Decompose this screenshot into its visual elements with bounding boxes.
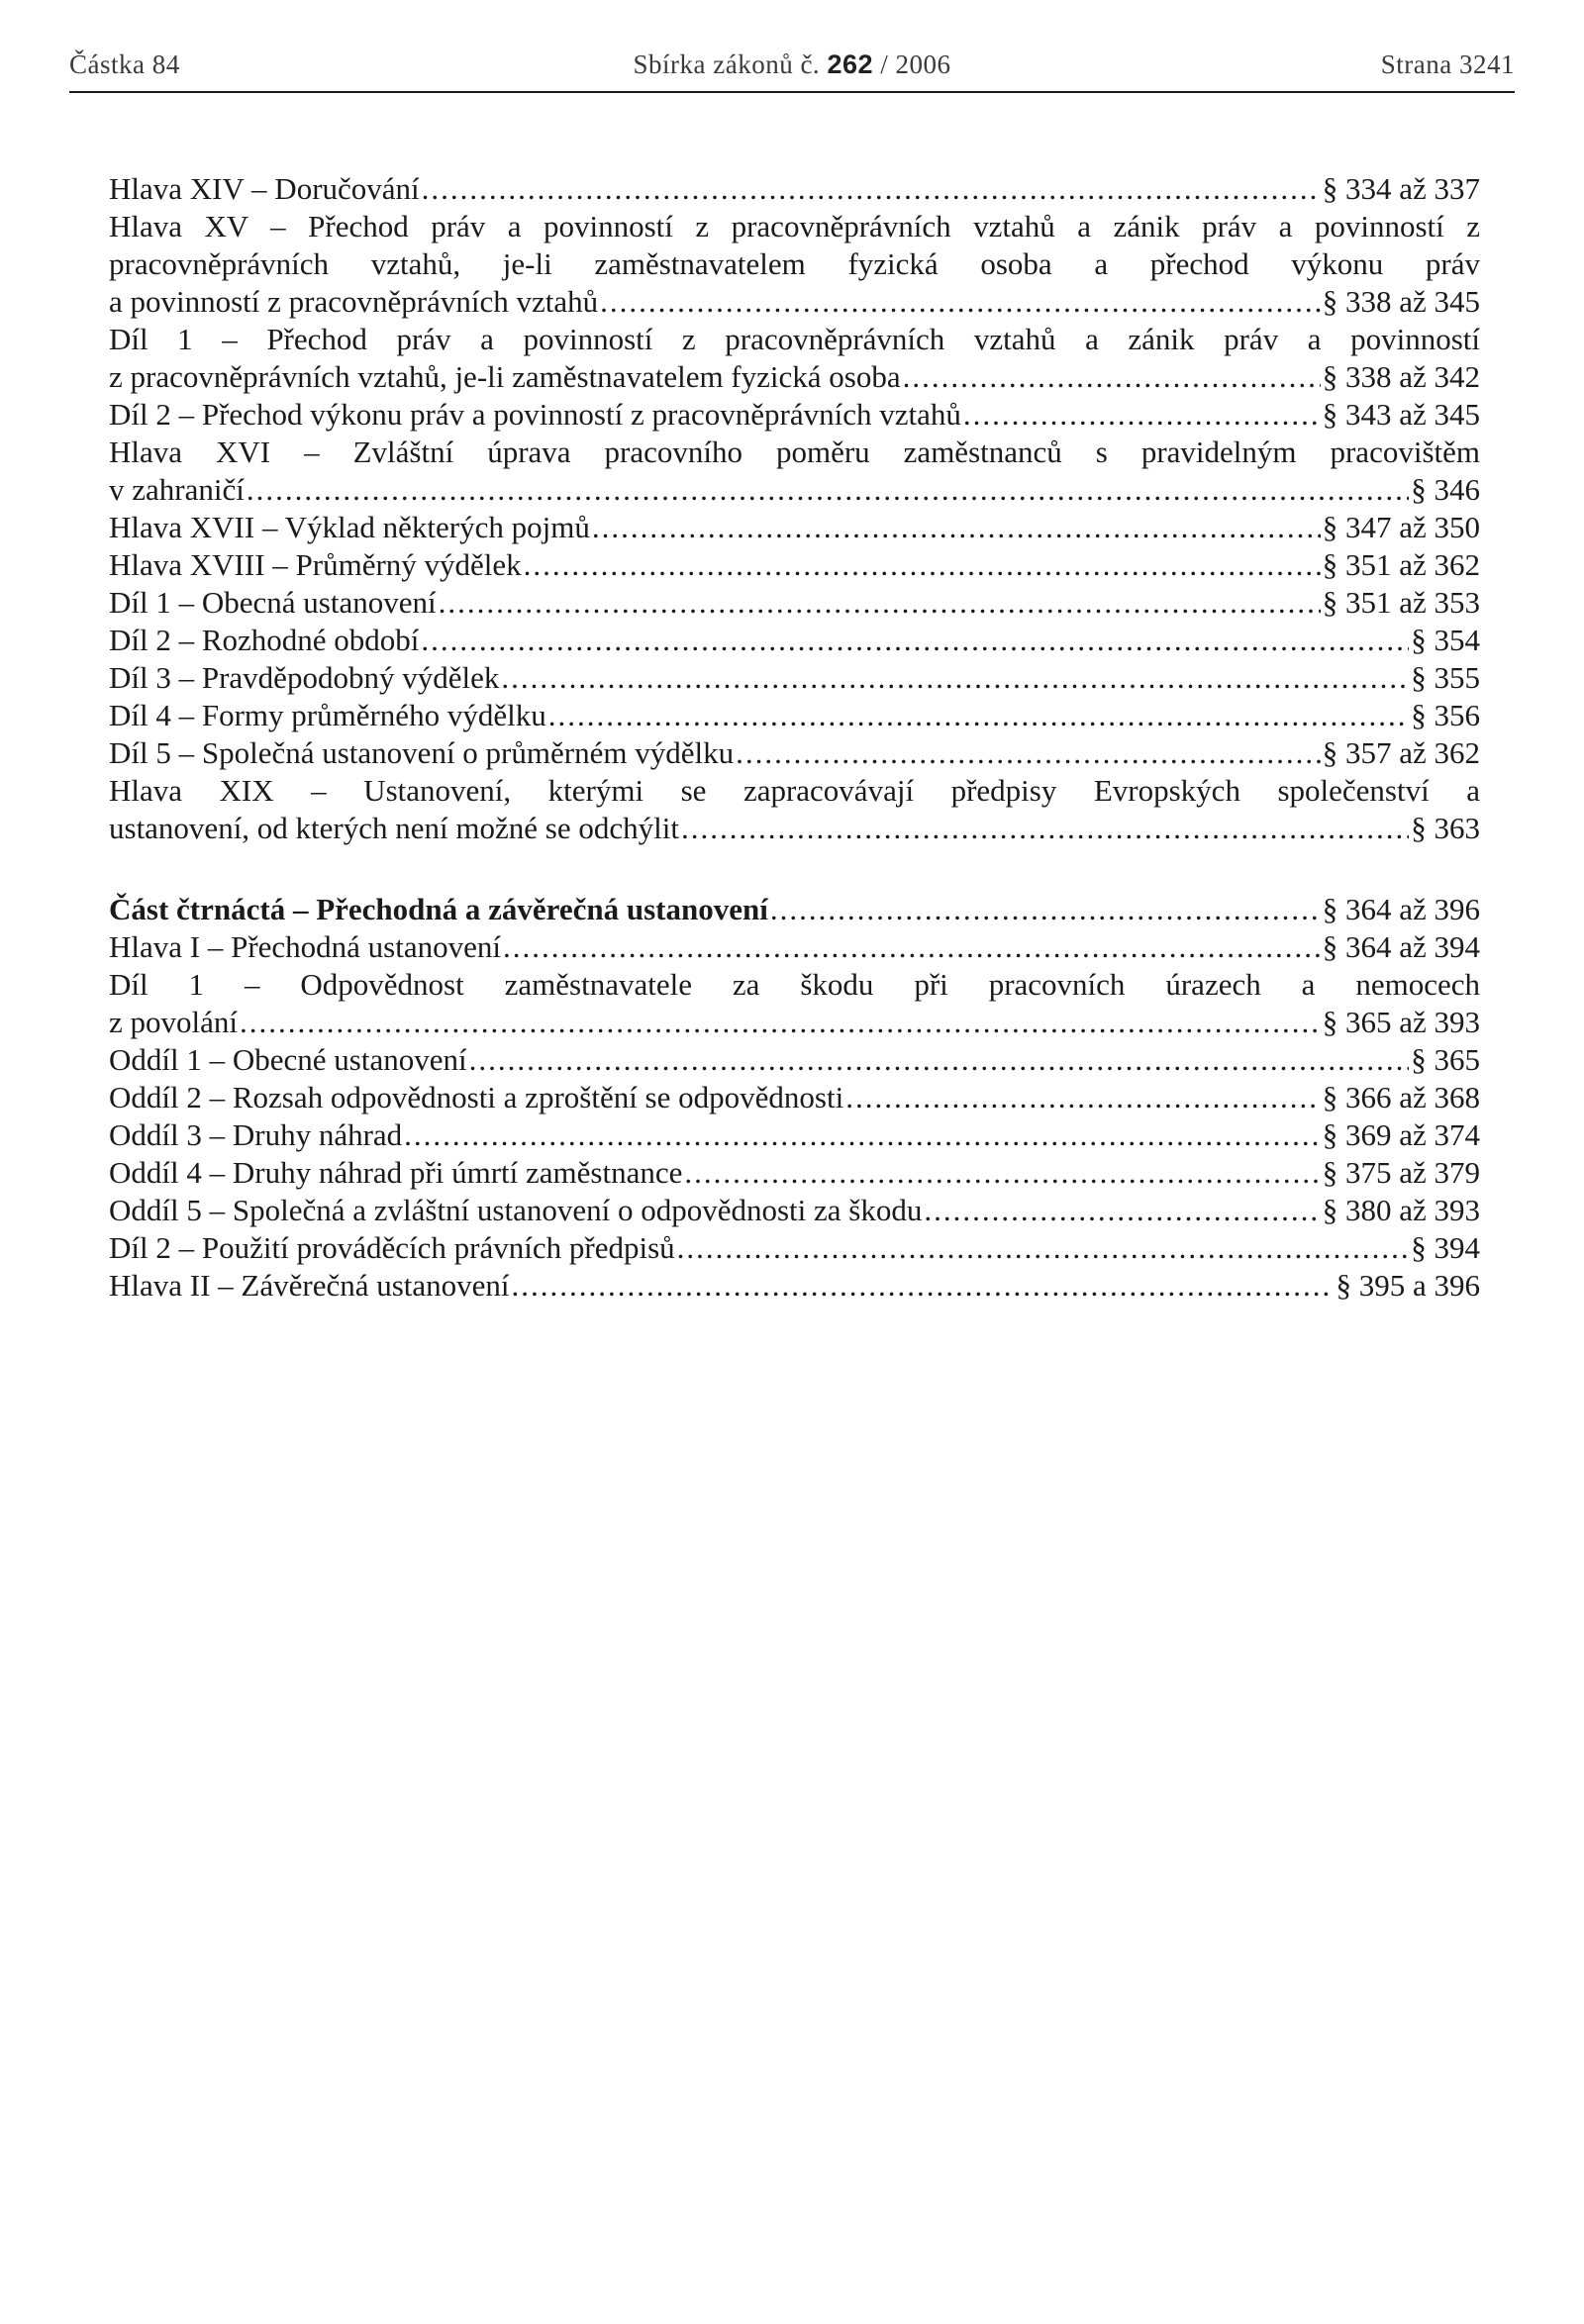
toc-entry-title: Díl 2 – Přechod výkonu práv a povinností z pracovněprávních vztahů [109,397,961,432]
toc-entry-title: z povolání [109,1005,238,1039]
toc-entry-line [109,1116,1480,1154]
toc-entry [109,546,1480,584]
toc-entry [109,966,1480,1041]
law-year: / 2006 [880,49,951,79]
dot-leader [422,170,1321,208]
toc-entry-line [109,659,1480,697]
toc-entry-line [109,1192,1480,1229]
toc-entry [109,1041,1480,1079]
dot-leader [404,1116,1321,1154]
toc-entry-line [109,509,1480,546]
toc-entry-line [109,170,1480,208]
dot-leader [548,697,1410,734]
section-range: § 355 [1411,660,1480,695]
toc-entry-title: Hlava I – Přechodná ustanovení [109,929,501,964]
dot-leader [503,928,1321,966]
toc-group-1 [109,170,1480,847]
section-range: § 356 [1411,698,1480,732]
dot-leader [512,1267,1335,1305]
section-range: § 346 [1411,472,1480,507]
toc-entry [109,1267,1480,1305]
dot-leader [903,358,1321,396]
section-range: § 351 až 353 [1322,585,1480,620]
collection-title [69,49,1515,80]
toc-entry-lead: Hlava XIX – Ustanovení, kterými se zapracovávají předpisy Evropských společenství a [109,773,1480,808]
toc-entry [109,734,1480,772]
toc-entry-line [109,396,1480,434]
toc-entry-line [109,358,1480,396]
section-range: § 343 až 345 [1322,397,1480,432]
toc-entry [109,1229,1480,1267]
section-range: § 375 až 379 [1322,1155,1480,1190]
dot-leader [247,471,1409,509]
dot-leader [240,1004,1321,1041]
toc-entry [109,891,1480,928]
page-header [69,0,1515,93]
toc-entry-lead: Díl 1 – Přechod práv a povinností z pracovněprávních vztahů a zánik práv a povinností [109,322,1480,356]
toc-entry-line [109,1267,1480,1305]
toc-entry [109,1154,1480,1192]
toc-entry-title: Díl 1 – Obecná ustanovení [109,585,437,620]
toc-entry-title: Díl 2 – Rozhodné období [109,623,420,657]
toc-entry-line [109,1079,1480,1116]
dot-leader [681,810,1409,847]
collection-prefix: Sbírka zákonů č. [633,49,821,79]
toc-entry-line [109,928,1480,966]
toc-entry [109,772,1480,847]
toc-entry-title: Oddíl 5 – Společná a zvláštní ustanovení o odpovědnosti za škodu [109,1193,923,1227]
dot-leader [770,891,1321,928]
toc-entry-line [109,734,1480,772]
dot-leader [924,1192,1320,1229]
dot-leader [524,546,1321,584]
dot-leader [600,283,1321,321]
toc-entry [109,170,1480,208]
section-range: § 369 až 374 [1322,1117,1480,1152]
dot-leader [677,1229,1410,1267]
toc-entry-title: ustanovení, od kterých není možné se odchýlit [109,811,679,845]
toc-entry-line [109,584,1480,622]
toc-entry-line [109,1004,1480,1041]
section-range: § 351 až 362 [1322,547,1480,582]
section-range: § 364 až 394 [1322,929,1480,964]
section-range: § 395 a 396 [1336,1268,1480,1303]
section-range: § 365 [1411,1042,1480,1077]
toc-entry-title: Oddíl 2 – Rozsah odpovědnosti a zproštění se odpovědnosti [109,1080,844,1114]
toc-entry-title: Oddíl 1 – Obecné ustanovení [109,1042,467,1077]
toc-entry [109,321,1480,396]
toc-entry [109,622,1480,659]
toc-entry-title: a povinností z pracovněprávních vztahů [109,284,599,319]
toc-entry-line [109,1229,1480,1267]
section-range: § 347 až 350 [1322,510,1480,544]
toc-entry-title: Díl 2 – Použití prováděcích právních předpisů [109,1230,675,1265]
toc-entry [109,396,1480,434]
toc-entry [109,928,1480,966]
toc-entry [109,1079,1480,1116]
toc-entry-line [109,471,1480,509]
toc-entry [109,1192,1480,1229]
toc-entry [109,1116,1480,1154]
toc-entry [109,208,1480,321]
section-gap [109,847,1480,891]
issue-number: Částka 84 [69,49,180,79]
toc-entry-title: Díl 3 – Pravděpodobný výdělek [109,660,500,695]
toc-entry [109,584,1480,622]
table-of-contents [109,170,1480,1305]
toc-entry [109,659,1480,697]
section-range: § 357 až 362 [1322,735,1480,770]
toc-entry-lead: Hlava XV – Přechod práv a povinností z pracovněprávních vztahů a zánik práv a povinností z pracovněprávních vztahů, je-li zaměstnavatelem fyzická osoba a přechod výkonu práv [109,209,1480,281]
toc-entry-line [109,1154,1480,1192]
toc-entry-title: Hlava II – Závěrečná ustanovení [109,1268,510,1303]
page-number: Strana 3241 [1380,49,1515,79]
toc-entry-title: z pracovněprávních vztahů, je-li zaměstnavatelem fyzická osoba [109,359,901,394]
toc-entry-title: Hlava XVIII – Průměrný výdělek [109,547,522,582]
toc-entry-line [109,891,1480,928]
toc-entry-title: Díl 5 – Společná ustanovení o průměrném výdělku [109,735,735,770]
toc-entry [109,697,1480,734]
dot-leader [421,622,1409,659]
toc-entry [109,509,1480,546]
dot-leader [469,1041,1410,1079]
section-range: § 394 [1411,1230,1480,1265]
toc-entry-lead: Hlava XVI – Zvláštní úprava pracovního poměru zaměstnanců s pravidelným pracovištěm [109,435,1480,469]
dot-leader [963,396,1321,434]
toc-entry-lead: Díl 1 – Odpovědnost zaměstnavatele za škodu při pracovních úrazech a nemocech [109,967,1480,1002]
toc-entry [109,434,1480,509]
section-range: § 334 až 337 [1322,171,1480,206]
section-range: § 364 až 396 [1322,892,1480,926]
toc-entry-line [109,810,1480,847]
dot-leader [501,659,1409,697]
toc-entry-line [109,622,1480,659]
section-range: § 365 až 393 [1322,1005,1480,1039]
toc-group-2 [109,891,1480,1305]
toc-entry-title: Oddíl 3 – Druhy náhrad [109,1117,403,1152]
section-range: § 366 až 368 [1322,1080,1480,1114]
toc-entry-title: Hlava XVII – Výklad některých pojmů [109,510,590,544]
toc-entry-title: Část čtrnáctá – Přechodná a závěrečná ustanovení [109,892,768,926]
toc-entry-title: Oddíl 4 – Druhy náhrad při úmrtí zaměstnance [109,1155,683,1190]
toc-entry-title: Hlava XIV – Doručování [109,171,420,206]
section-range: § 338 až 345 [1322,284,1480,319]
dot-leader [592,509,1321,546]
dot-leader [684,1154,1320,1192]
toc-entry-line [109,546,1480,584]
dot-leader [845,1079,1321,1116]
toc-entry-line [109,1041,1480,1079]
dot-leader [439,584,1321,622]
section-range: § 363 [1411,811,1480,845]
law-number: 262 [827,49,873,79]
section-range: § 354 [1411,623,1480,657]
toc-entry-line [109,697,1480,734]
section-range: § 380 až 393 [1322,1193,1480,1227]
dot-leader [736,734,1321,772]
section-range: § 338 až 342 [1322,359,1480,394]
toc-entry-title: Díl 4 – Formy průměrného výdělku [109,698,546,732]
toc-entry-line [109,283,1480,321]
toc-entry-title: v zahraničí [109,472,245,507]
